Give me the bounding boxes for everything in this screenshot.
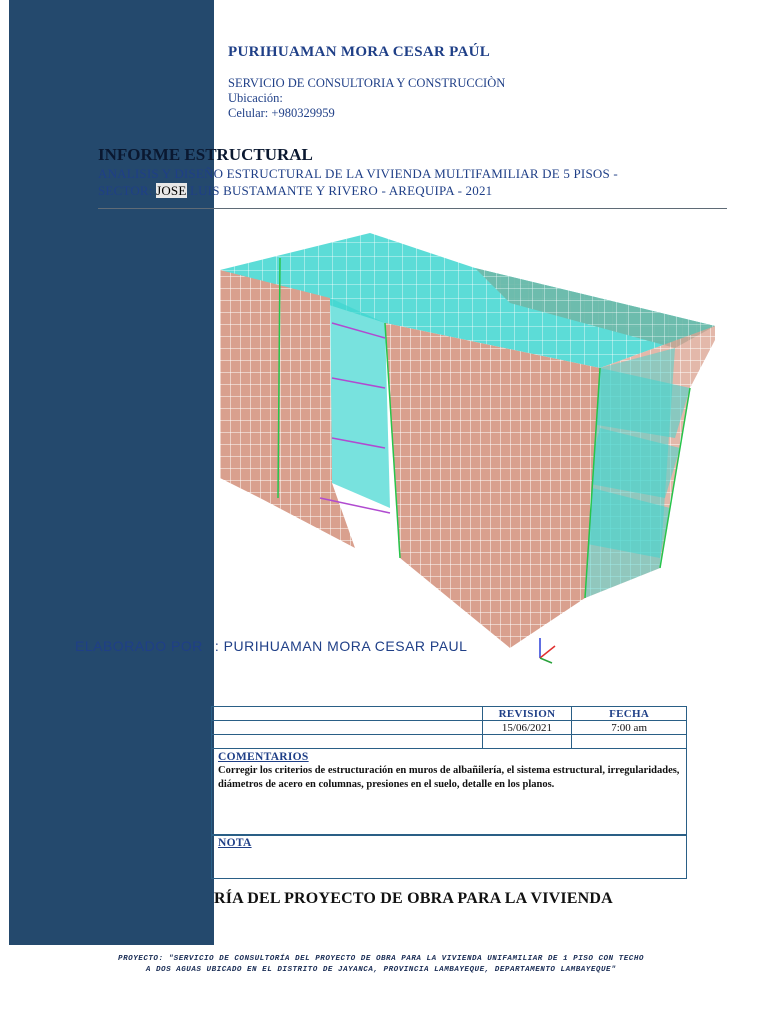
footer-line: A DOS AGUAS UBICADO EN EL DISTRITO DE JAYANCA, PROVINCIA LAMBAYEQUE, DEPARTAMENTO LAMBAYEQUE" <box>145 966 617 974</box>
phone-number: Celular: +980329959 <box>228 106 335 120</box>
table-row <box>212 707 687 721</box>
report-subtitle <box>98 165 618 199</box>
table-cell <box>572 735 687 749</box>
title-divider <box>98 208 727 209</box>
table-row <box>212 735 687 749</box>
sector-highlight: JOSE <box>156 183 187 198</box>
elaborado-label: ELABORADO POR <box>75 638 203 654</box>
cut-heading: RÍA DEL PROYECTO DE OBRA PARA LA VIVIENDA <box>214 890 613 907</box>
table-cell <box>212 735 483 749</box>
revision-date: 15/06/2021 <box>482 721 572 735</box>
subtitle-line: ANALISIS Y DISEÑO ESTRUCTURAL DE LA VIVIENDA MULTIFAMILIAR DE 5 PISOS - <box>98 166 618 181</box>
header-block <box>228 44 505 121</box>
elaborado-por <box>75 638 467 654</box>
comentarios-label: COMENTARIOS <box>218 751 309 763</box>
author-name: PURIHUAMAN MORA CESAR PAÚL <box>228 44 491 60</box>
sector-label: SECTOR: <box>98 183 157 198</box>
service-name: SERVICIO DE CONSULTORIA Y CONSTRUCCIÒN <box>228 76 506 90</box>
table-cell <box>212 707 483 721</box>
comentarios-box <box>211 748 687 836</box>
table-row <box>212 721 687 735</box>
location-label: Ubicación: <box>228 91 283 105</box>
sector-rest: LUIS BUSTAMANTE Y RIVERO - AREQUIPA - 2021 <box>186 183 493 198</box>
fecha-value: 7:00 am <box>572 721 687 735</box>
table-cell <box>212 721 483 735</box>
cover-side-band <box>9 0 214 945</box>
revision-table <box>211 706 687 749</box>
footer-line: PROYECTO: "SERVICIO DE CONSULTORÍA DEL PROYECTO DE OBRA PARA LA VIVIENDA UNIFAMILIAR DE 1 PISO CON TECHO <box>118 955 644 963</box>
fecha-header: FECHA <box>572 707 687 721</box>
elaborado-name: : PURIHUAMAN MORA CESAR PAUL <box>214 638 468 654</box>
revision-header: REVISION <box>482 707 572 721</box>
comentarios-text: Corregir los criterios de estructuración en muros de albañilería, el sistema estructural, irregularidades, diámetros de acero en columnas, presiones en el suelo, detalle en los planos. <box>218 765 680 790</box>
nota-label: NOTA <box>218 837 252 849</box>
nota-box <box>211 834 687 879</box>
report-title: INFORME ESTRUCTURAL <box>98 145 313 164</box>
service-block <box>228 76 505 121</box>
table-cell <box>482 735 572 749</box>
sector-line <box>98 182 618 199</box>
structural-model-image <box>220 228 720 668</box>
page-footer <box>36 954 726 976</box>
